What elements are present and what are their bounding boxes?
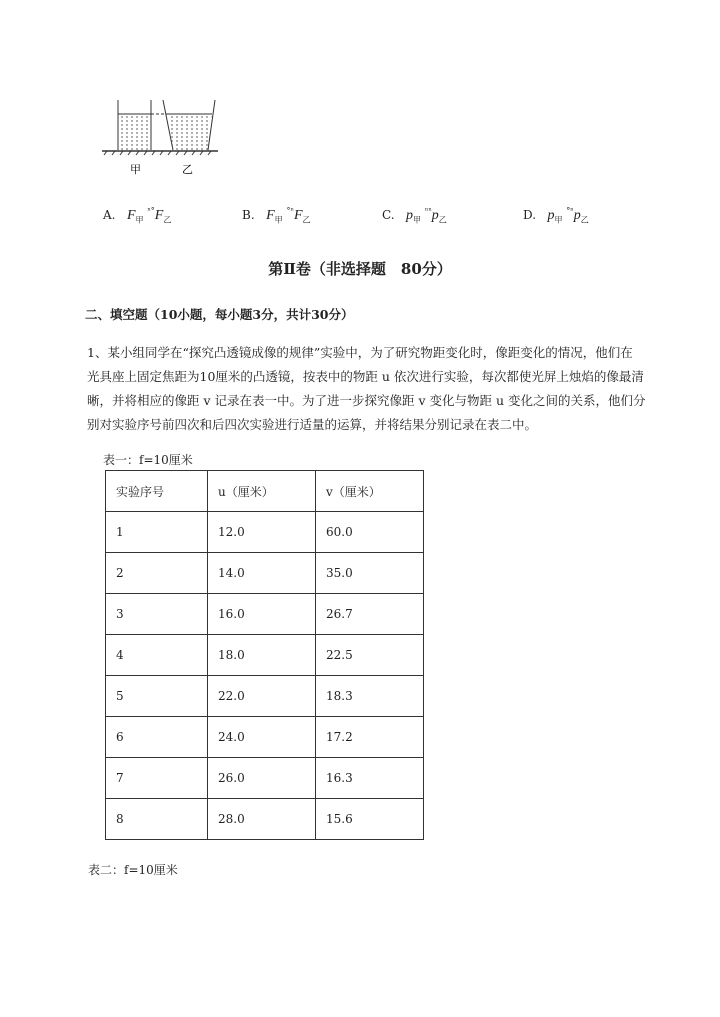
table-row [106, 553, 424, 594]
table-row [106, 758, 424, 799]
header-cell: 实验序号 [106, 471, 208, 512]
cell: 24.0 [208, 717, 316, 758]
cell: 17.2 [316, 717, 424, 758]
cell: 16.0 [208, 594, 316, 635]
label-jia: 甲 [130, 163, 141, 176]
cell: 7 [106, 758, 208, 799]
beakers-figure [100, 95, 220, 180]
cell: 6 [106, 717, 208, 758]
cell: 22.0 [208, 676, 316, 717]
option-c[interactable]: C. $p_甲$ $^{^{nn}}p_乙$ [382, 206, 447, 225]
cell: 18.0 [208, 635, 316, 676]
table-row [106, 594, 424, 635]
cell: 18.3 [316, 676, 424, 717]
table-row [106, 512, 424, 553]
part-title: 二、填空题（10小题，每小题3分，共计30分） [85, 307, 354, 322]
question-line: 1、某小组同学在“探究凸透镜成像的规律”实验中，为了研究物距变化时，像距变化的情况，他们在 [87, 345, 633, 360]
header-cell: v（厘米） [316, 471, 424, 512]
cell: 60.0 [316, 512, 424, 553]
cell: 26.0 [208, 758, 316, 799]
cell: 28.0 [208, 799, 316, 840]
option-a[interactable]: A. $F_甲$ $^{^n^\circ}F_乙$ [103, 206, 172, 225]
cell: 12.0 [208, 512, 316, 553]
table-row [106, 676, 424, 717]
cell: 8 [106, 799, 208, 840]
option-d[interactable]: D. $p_甲$ $^{^\circ^n}p_乙$ [523, 206, 589, 225]
header-cell: u（厘米） [208, 471, 316, 512]
question-line: 晰，并将相应的像距 v 记录在表一中。为了进一步探究像距 v 变化与物距 u 变化之间的关系，他们分 [87, 393, 646, 408]
table-row [106, 717, 424, 758]
cell: 22.5 [316, 635, 424, 676]
table2-caption: 表二：f=10厘米 [88, 863, 178, 877]
question-line: 别对实验序号前四次和后四次实验进行适量的运算，并将结果分别记录在表二中。 [87, 417, 538, 432]
table1-caption: 表一：f=10厘米 [103, 453, 193, 467]
table-row [106, 635, 424, 676]
option-b[interactable]: B. $F_甲$ $^{^\circ^n}F_乙$ [242, 206, 311, 225]
cell: 14.0 [208, 553, 316, 594]
cell: 1 [106, 512, 208, 553]
cell: 2 [106, 553, 208, 594]
cell: 35.0 [316, 553, 424, 594]
cell: 15.6 [316, 799, 424, 840]
cell: 5 [106, 676, 208, 717]
cell: 16.3 [316, 758, 424, 799]
section-title: 第Ⅱ卷（非选择题 80分） [268, 260, 452, 278]
table-header-row [106, 471, 424, 512]
cell: 3 [106, 594, 208, 635]
label-yi: 乙 [182, 163, 193, 176]
cell: 4 [106, 635, 208, 676]
table-row [106, 799, 424, 840]
table1 [105, 470, 424, 840]
question-line: 光具座上固定焦距为10厘米的凸透镜，按表中的物距 u 依次进行实验，每次都使光屏上烛焰的像最清 [87, 369, 644, 384]
cell: 26.7 [316, 594, 424, 635]
